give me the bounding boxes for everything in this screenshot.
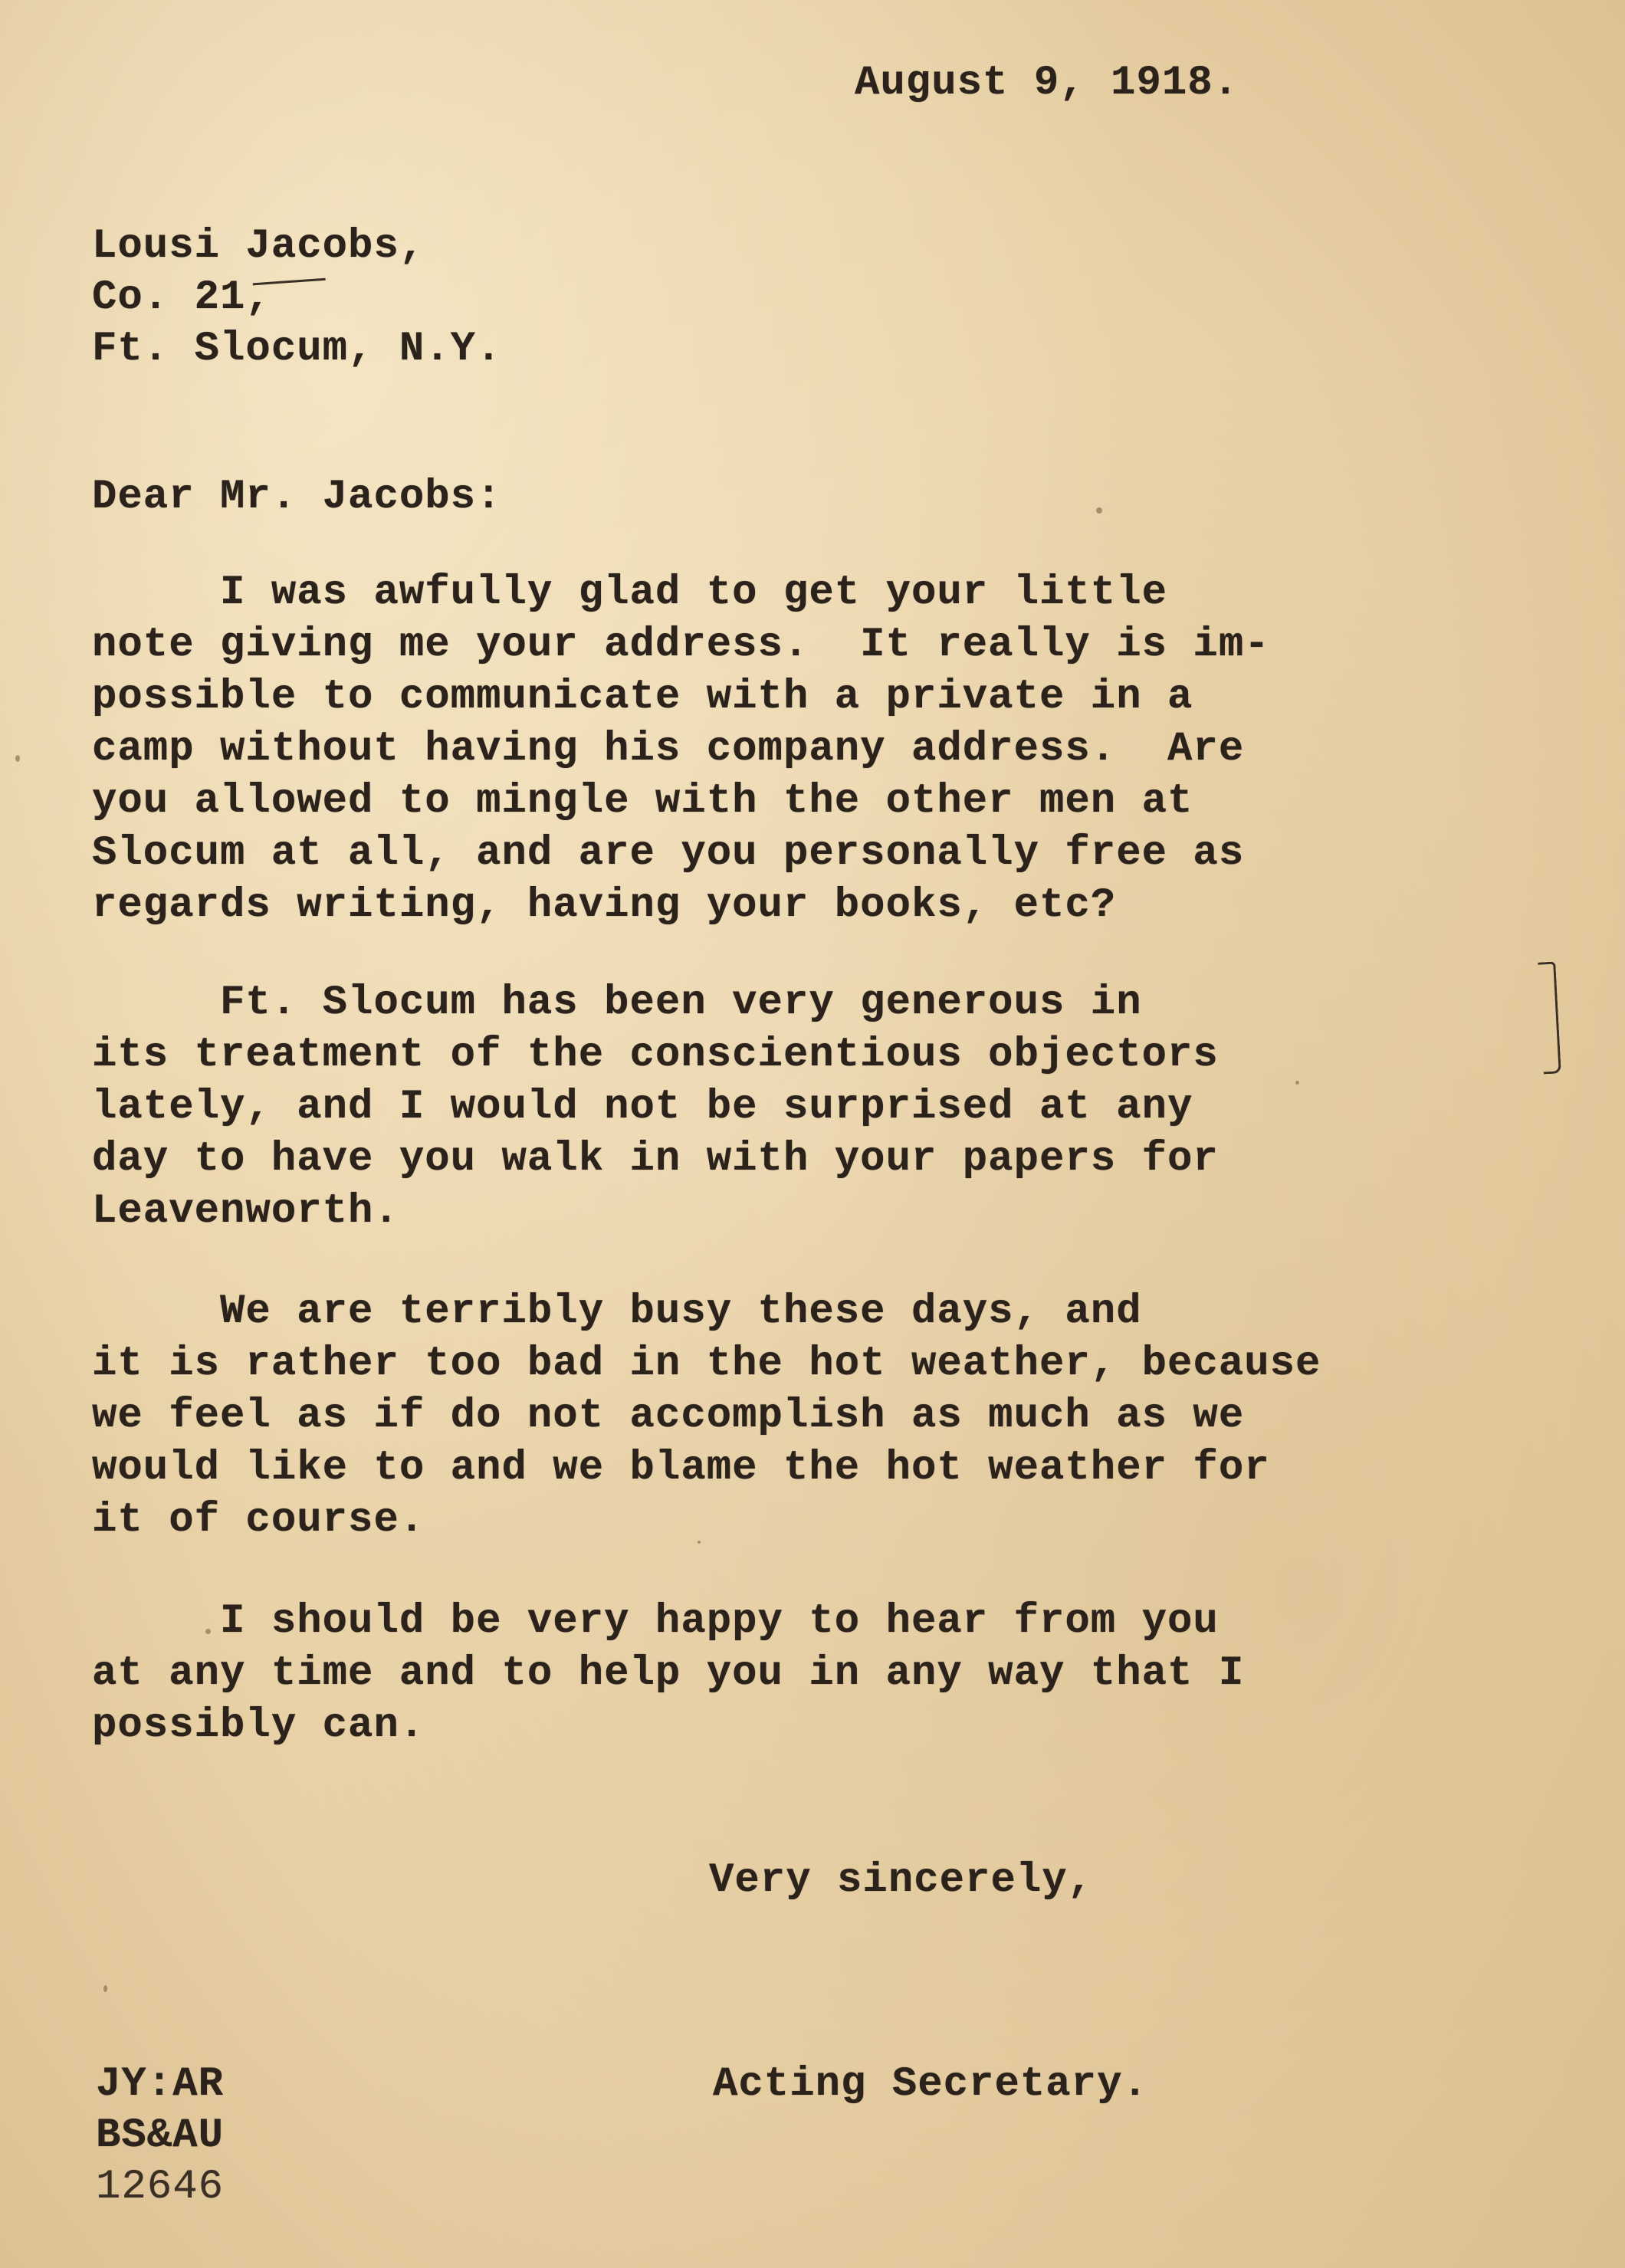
paper-speck [1096, 507, 1102, 514]
body-line: day to have you walk in with your papers for [92, 1136, 1219, 1183]
body-line: its treatment of the conscientious objectors [92, 1032, 1219, 1078]
body-line: camp without having his company address. Are [92, 726, 1245, 773]
recipient-name: Lousi Jacobs, [92, 223, 425, 270]
body-line: it is rather too bad in the hot weather, because [92, 1341, 1321, 1387]
reference-department: BS&AU [96, 2112, 225, 2159]
reference-initials: JY:AR [96, 2061, 225, 2108]
closing: Very sincerely, [709, 1857, 1094, 1904]
paper-speck [15, 755, 20, 762]
salutation: Dear Mr. Jacobs: [92, 474, 502, 520]
body-line: possible to communicate with a private in a [92, 674, 1193, 720]
body-line: We are terribly busy these days, and [92, 1288, 1142, 1335]
recipient-company: Co. 21, [92, 274, 271, 321]
body-line: lately, and I would not be surprised at any [92, 1084, 1193, 1131]
paper-speck [103, 1985, 107, 1992]
letter-date: August 9, 1918. [855, 60, 1239, 107]
body-line: I should be very happy to hear from you [92, 1598, 1219, 1645]
body-line: at any time and to help you in any way that I [92, 1650, 1245, 1697]
paper-speck [1295, 1081, 1299, 1085]
body-line: I was awfully glad to get your little [92, 569, 1168, 616]
body-line: would like to and we blame the hot weather for [92, 1445, 1270, 1492]
reference-number: 12646 [96, 2164, 225, 2211]
body-line: possibly can. [92, 1702, 425, 1749]
body-line: note giving me your address. It really is im- [92, 622, 1270, 668]
handwritten-bracket [1538, 961, 1561, 1074]
body-line: it of course. [92, 1497, 425, 1544]
body-line: we feel as if do not accomplish as much as we [92, 1393, 1245, 1439]
body-line: regards writing, having your books, etc? [92, 882, 1117, 929]
body-line: Ft. Slocum has been very generous in [92, 980, 1142, 1026]
signature-title: Acting Secretary. [713, 2061, 1148, 2108]
body-line: Leavenworth. [92, 1188, 399, 1235]
recipient-location: Ft. Slocum, N.Y. [92, 326, 502, 373]
body-line: Slocum at all, and are you personally free as [92, 830, 1245, 877]
paper-speck [698, 1541, 701, 1544]
body-line: you allowed to mingle with the other men at [92, 778, 1193, 825]
